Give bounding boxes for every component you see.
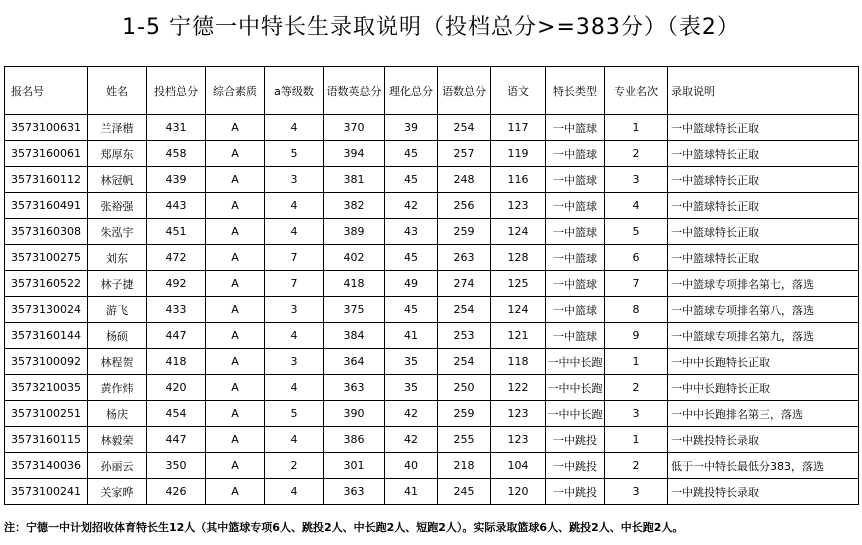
cell-specialty-type: 一中中长跑 (546, 349, 605, 375)
cell-total-score: 431 (147, 115, 206, 141)
table-row (5, 115, 859, 141)
header-cell-chinese-math-total: 语数总分 (438, 67, 491, 115)
cell-overall-quality: A (206, 297, 265, 323)
table-row (5, 167, 859, 193)
cell-admission-note: 一中跳投特长录取 (668, 479, 859, 505)
table-row (5, 323, 859, 349)
cell-overall-quality: A (206, 349, 265, 375)
cell-specialty-rank: 2 (605, 375, 668, 401)
cell-name: 杨硕 (88, 323, 147, 349)
cell-registration-number: 3573100241 (5, 479, 88, 505)
cell-specialty-type: 一中篮球 (546, 115, 605, 141)
cell-chinese-math-english-total: 375 (324, 297, 385, 323)
cell-name: 黄作炜 (88, 375, 147, 401)
cell-a-grade-count: 5 (265, 401, 324, 427)
cell-chinese-math-total: 256 (438, 193, 491, 219)
cell-chinese-math-english-total: 386 (324, 427, 385, 453)
cell-overall-quality: A (206, 115, 265, 141)
cell-registration-number: 3573210035 (5, 375, 88, 401)
cell-chinese-math-english-total: 370 (324, 115, 385, 141)
cell-specialty-type: 一中篮球 (546, 271, 605, 297)
cell-registration-number: 3573160115 (5, 427, 88, 453)
cell-specialty-type: 一中篮球 (546, 323, 605, 349)
cell-chinese-math-total: 257 (438, 141, 491, 167)
cell-admission-note: 一中中长跑特长正取 (668, 375, 859, 401)
cell-overall-quality: A (206, 375, 265, 401)
cell-total-score: 433 (147, 297, 206, 323)
cell-a-grade-count: 4 (265, 193, 324, 219)
cell-chinese-math-total: 259 (438, 401, 491, 427)
cell-a-grade-count: 4 (265, 479, 324, 505)
cell-name: 林子捷 (88, 271, 147, 297)
cell-physics-chemistry-total: 45 (385, 167, 438, 193)
cell-admission-note: 一中篮球特长正取 (668, 193, 859, 219)
cell-chinese-math-english-total: 364 (324, 349, 385, 375)
cell-chinese: 122 (491, 375, 546, 401)
cell-chinese-math-total: 248 (438, 167, 491, 193)
cell-chinese: 128 (491, 245, 546, 271)
cell-overall-quality: A (206, 193, 265, 219)
cell-chinese-math-english-total: 363 (324, 375, 385, 401)
table-row (5, 375, 859, 401)
cell-overall-quality: A (206, 323, 265, 349)
cell-total-score: 492 (147, 271, 206, 297)
cell-name: 郑厚东 (88, 141, 147, 167)
cell-overall-quality: A (206, 271, 265, 297)
cell-admission-note: 一中篮球特长正取 (668, 245, 859, 271)
cell-total-score: 439 (147, 167, 206, 193)
cell-chinese: 125 (491, 271, 546, 297)
cell-overall-quality: A (206, 141, 265, 167)
header-cell-chinese-math-english-total: 语数英总分 (324, 67, 385, 115)
cell-specialty-type: 一中跳投 (546, 427, 605, 453)
cell-name: 刘东 (88, 245, 147, 271)
cell-total-score: 454 (147, 401, 206, 427)
header-cell-total-score: 投档总分 (147, 67, 206, 115)
table-row (5, 271, 859, 297)
cell-a-grade-count: 4 (265, 427, 324, 453)
header-cell-chinese: 语文 (491, 67, 546, 115)
cell-chinese-math-english-total: 394 (324, 141, 385, 167)
cell-physics-chemistry-total: 45 (385, 297, 438, 323)
cell-chinese-math-total: 254 (438, 115, 491, 141)
table-row (5, 479, 859, 505)
cell-name: 孙丽云 (88, 453, 147, 479)
cell-physics-chemistry-total: 41 (385, 323, 438, 349)
cell-registration-number: 3573160061 (5, 141, 88, 167)
cell-admission-note: 一中篮球专项排名第七，落选 (668, 271, 859, 297)
cell-physics-chemistry-total: 45 (385, 245, 438, 271)
cell-specialty-rank: 4 (605, 193, 668, 219)
header-cell-specialty-type: 特长类型 (546, 67, 605, 115)
cell-admission-note: 一中篮球专项排名第八，落选 (668, 297, 859, 323)
cell-chinese-math-total: 253 (438, 323, 491, 349)
cell-chinese-math-english-total: 363 (324, 479, 385, 505)
cell-total-score: 426 (147, 479, 206, 505)
cell-admission-note: 一中篮球专项排名第九，落选 (668, 323, 859, 349)
cell-overall-quality: A (206, 245, 265, 271)
cell-a-grade-count: 7 (265, 245, 324, 271)
cell-a-grade-count: 7 (265, 271, 324, 297)
cell-chinese-math-total: 218 (438, 453, 491, 479)
cell-chinese-math-english-total: 390 (324, 401, 385, 427)
cell-chinese-math-total: 263 (438, 245, 491, 271)
header-cell-overall-quality: 综合素质 (206, 67, 265, 115)
cell-chinese: 123 (491, 401, 546, 427)
cell-name: 兰泽楷 (88, 115, 147, 141)
cell-chinese-math-total: 254 (438, 297, 491, 323)
table-row (5, 297, 859, 323)
cell-overall-quality: A (206, 453, 265, 479)
cell-specialty-rank: 7 (605, 271, 668, 297)
cell-specialty-rank: 3 (605, 167, 668, 193)
cell-a-grade-count: 5 (265, 141, 324, 167)
cell-chinese: 123 (491, 427, 546, 453)
cell-chinese: 117 (491, 115, 546, 141)
cell-chinese: 104 (491, 453, 546, 479)
cell-chinese-math-english-total: 389 (324, 219, 385, 245)
cell-specialty-rank: 1 (605, 115, 668, 141)
cell-specialty-rank: 6 (605, 245, 668, 271)
cell-a-grade-count: 4 (265, 323, 324, 349)
cell-chinese-math-total: 259 (438, 219, 491, 245)
cell-registration-number: 3573160112 (5, 167, 88, 193)
cell-chinese-math-english-total: 301 (324, 453, 385, 479)
footnote: 注：宁德一中计划招收体育特长生12人（其中篮球专项6人、跳投2人、中长跑2人、短跑2人）。实际录取篮球6人、跳投2人、中长跑2人。 (4, 521, 684, 534)
table-row (5, 453, 859, 479)
cell-total-score: 458 (147, 141, 206, 167)
cell-registration-number: 3573130024 (5, 297, 88, 323)
cell-registration-number: 3573160491 (5, 193, 88, 219)
cell-name: 张裕强 (88, 193, 147, 219)
cell-total-score: 447 (147, 427, 206, 453)
cell-total-score: 451 (147, 219, 206, 245)
cell-overall-quality: A (206, 427, 265, 453)
cell-specialty-rank: 5 (605, 219, 668, 245)
cell-specialty-type: 一中跳投 (546, 453, 605, 479)
cell-specialty-rank: 3 (605, 479, 668, 505)
cell-specialty-type: 一中篮球 (546, 193, 605, 219)
cell-physics-chemistry-total: 41 (385, 479, 438, 505)
cell-physics-chemistry-total: 35 (385, 349, 438, 375)
cell-specialty-rank: 1 (605, 349, 668, 375)
cell-chinese-math-english-total: 384 (324, 323, 385, 349)
cell-admission-note: 一中篮球特长正取 (668, 141, 859, 167)
cell-name: 朱泓宇 (88, 219, 147, 245)
cell-registration-number: 3573160144 (5, 323, 88, 349)
cell-a-grade-count: 4 (265, 375, 324, 401)
cell-registration-number: 3573100275 (5, 245, 88, 271)
cell-chinese: 121 (491, 323, 546, 349)
cell-chinese: 118 (491, 349, 546, 375)
cell-chinese-math-total: 250 (438, 375, 491, 401)
cell-chinese: 119 (491, 141, 546, 167)
cell-specialty-type: 一中中长跑 (546, 375, 605, 401)
cell-physics-chemistry-total: 42 (385, 401, 438, 427)
cell-name: 林程贺 (88, 349, 147, 375)
cell-a-grade-count: 4 (265, 115, 324, 141)
cell-specialty-rank: 2 (605, 141, 668, 167)
table-row (5, 427, 859, 453)
cell-total-score: 418 (147, 349, 206, 375)
cell-specialty-type: 一中篮球 (546, 167, 605, 193)
admission-table (4, 66, 859, 505)
cell-chinese-math-english-total: 418 (324, 271, 385, 297)
cell-chinese: 124 (491, 219, 546, 245)
cell-chinese-math-english-total: 402 (324, 245, 385, 271)
cell-admission-note: 一中中长跑排名第三，落选 (668, 401, 859, 427)
cell-a-grade-count: 3 (265, 167, 324, 193)
cell-specialty-type: 一中篮球 (546, 245, 605, 271)
cell-name: 林冠帆 (88, 167, 147, 193)
cell-specialty-rank: 2 (605, 453, 668, 479)
cell-overall-quality: A (206, 479, 265, 505)
header-cell-physics-chemistry-total: 理化总分 (385, 67, 438, 115)
cell-specialty-rank: 8 (605, 297, 668, 323)
cell-name: 关家晔 (88, 479, 147, 505)
cell-chinese-math-total: 274 (438, 271, 491, 297)
header-row (5, 67, 859, 115)
cell-physics-chemistry-total: 40 (385, 453, 438, 479)
cell-physics-chemistry-total: 42 (385, 193, 438, 219)
cell-physics-chemistry-total: 39 (385, 115, 438, 141)
header-cell-admission-note: 录取说明 (668, 67, 859, 115)
cell-physics-chemistry-total: 49 (385, 271, 438, 297)
header-cell-specialty-rank: 专业名次 (605, 67, 668, 115)
cell-specialty-type: 一中中长跑 (546, 401, 605, 427)
cell-chinese-math-total: 254 (438, 349, 491, 375)
document-title: 1-5 宁德一中特长生录取说明（投档总分>=383分）（表2） (122, 15, 740, 40)
cell-chinese: 123 (491, 193, 546, 219)
cell-total-score: 420 (147, 375, 206, 401)
table-row (5, 141, 859, 167)
cell-admission-note: 一中跳投特长录取 (668, 427, 859, 453)
cell-specialty-type: 一中跳投 (546, 479, 605, 505)
cell-registration-number: 3573100631 (5, 115, 88, 141)
cell-a-grade-count: 3 (265, 297, 324, 323)
cell-total-score: 447 (147, 323, 206, 349)
cell-name: 杨庆 (88, 401, 147, 427)
cell-specialty-rank: 9 (605, 323, 668, 349)
cell-physics-chemistry-total: 42 (385, 427, 438, 453)
cell-admission-note: 一中篮球特长正取 (668, 167, 859, 193)
cell-admission-note: 一中篮球特长正取 (668, 219, 859, 245)
header-cell-name: 姓名 (88, 67, 147, 115)
cell-total-score: 472 (147, 245, 206, 271)
cell-specialty-type: 一中篮球 (546, 141, 605, 167)
table-row (5, 193, 859, 219)
cell-registration-number: 3573100092 (5, 349, 88, 375)
header-cell-registration-number: 报名号 (5, 67, 88, 115)
cell-physics-chemistry-total: 35 (385, 375, 438, 401)
cell-physics-chemistry-total: 45 (385, 141, 438, 167)
cell-registration-number: 3573100251 (5, 401, 88, 427)
cell-admission-note: 一中篮球特长正取 (668, 115, 859, 141)
cell-specialty-type: 一中篮球 (546, 297, 605, 323)
cell-admission-note: 一中中长跑特长正取 (668, 349, 859, 375)
cell-specialty-type: 一中篮球 (546, 219, 605, 245)
cell-a-grade-count: 3 (265, 349, 324, 375)
cell-chinese-math-total: 245 (438, 479, 491, 505)
cell-overall-quality: A (206, 167, 265, 193)
cell-a-grade-count: 4 (265, 219, 324, 245)
cell-registration-number: 3573160522 (5, 271, 88, 297)
cell-chinese-math-english-total: 382 (324, 193, 385, 219)
table-row (5, 401, 859, 427)
cell-chinese: 116 (491, 167, 546, 193)
header-cell-a-grade-count: a等级数 (265, 67, 324, 115)
cell-name: 林毅荣 (88, 427, 147, 453)
cell-name: 游飞 (88, 297, 147, 323)
cell-a-grade-count: 2 (265, 453, 324, 479)
cell-specialty-rank: 3 (605, 401, 668, 427)
cell-chinese-math-total: 255 (438, 427, 491, 453)
cell-registration-number: 3573140036 (5, 453, 88, 479)
cell-overall-quality: A (206, 219, 265, 245)
cell-chinese-math-english-total: 381 (324, 167, 385, 193)
cell-chinese: 120 (491, 479, 546, 505)
table-body (5, 115, 859, 505)
table-row (5, 219, 859, 245)
cell-chinese: 124 (491, 297, 546, 323)
cell-registration-number: 3573160308 (5, 219, 88, 245)
cell-total-score: 443 (147, 193, 206, 219)
cell-specialty-rank: 1 (605, 427, 668, 453)
cell-total-score: 350 (147, 453, 206, 479)
cell-admission-note: 低于一中特长最低分383，落选 (668, 453, 859, 479)
cell-physics-chemistry-total: 43 (385, 219, 438, 245)
cell-overall-quality: A (206, 401, 265, 427)
table-row (5, 245, 859, 271)
table-row (5, 349, 859, 375)
